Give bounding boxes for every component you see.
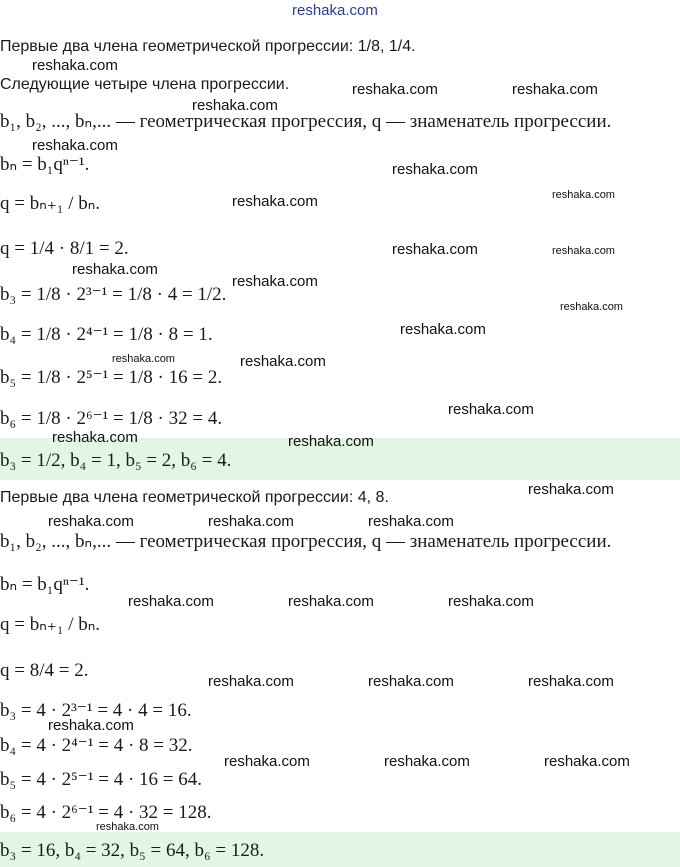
part1-b4: b₄ = 1/8 · 2⁴⁻¹ = 1/8 · 8 = 1.: [0, 324, 213, 345]
part1-b3: b₃ = 1/8 · 2³⁻¹ = 1/8 · 4 = 1/2.: [0, 284, 227, 305]
watermark: reshaka.com: [552, 245, 615, 257]
part1-answer: b₃ = 1/2, b₄ = 1, b₅ = 2, b₆ = 4.: [0, 450, 232, 471]
part2-b6: b₆ = 4 · 2⁶⁻¹ = 4 · 32 = 128.: [0, 802, 212, 823]
watermark: reshaka.com: [96, 821, 159, 833]
part1-formula-q: q = bₙ₊₁ / bₙ.: [0, 193, 101, 214]
watermark: reshaka.com: [232, 193, 318, 210]
part2-q-value: q = 8/4 = 2.: [0, 660, 89, 681]
part2-b3: b₃ = 4 · 2³⁻¹ = 4 · 4 = 16.: [0, 700, 192, 721]
watermark: reshaka.com: [352, 81, 438, 98]
top-watermark: reshaka.com: [292, 2, 378, 19]
part1-intro: Первые два члена геометрической прогрессии: 1/8, 1/4.: [0, 38, 416, 55]
watermark: reshaka.com: [392, 161, 478, 178]
watermark: reshaka.com: [528, 673, 614, 690]
part2-intro: Первые два члена геометрической прогрессии: 4, 8.: [0, 489, 389, 506]
watermark: reshaka.com: [48, 513, 134, 530]
part1-b6: b₆ = 1/8 · 2⁶⁻¹ = 1/8 · 32 = 4.: [0, 408, 223, 429]
part2-formula-q: q = bₙ₊₁ / bₙ.: [0, 614, 101, 635]
watermark: reshaka.com: [528, 481, 614, 498]
part2-b4: b₄ = 4 · 2⁴⁻¹ = 4 · 8 = 32.: [0, 735, 193, 756]
watermark: reshaka.com: [448, 401, 534, 418]
part2-b5: b₅ = 4 · 2⁵⁻¹ = 4 · 16 = 64.: [0, 769, 203, 790]
watermark: reshaka.com: [224, 753, 310, 770]
part1-q-value: q = 1/4 · 8/1 = 2.: [0, 238, 129, 259]
watermark: reshaka.com: [52, 429, 138, 446]
part2-formula-general: bₙ = b₁qⁿ⁻¹.: [0, 574, 90, 595]
watermark: reshaka.com: [288, 593, 374, 610]
watermark: reshaka.com: [208, 513, 294, 530]
part1-subtitle: Следующие четыре члена прогрессии.: [0, 76, 290, 93]
watermark: reshaka.com: [288, 433, 374, 450]
part2-answer-highlight: [0, 832, 680, 867]
watermark: reshaka.com: [32, 57, 118, 74]
watermark: reshaka.com: [544, 753, 630, 770]
part1-definition: b₁, b₂, ..., bₙ,... — геометрическая прогрессия, q — знаменатель прогрессии.: [0, 111, 612, 132]
watermark: reshaka.com: [368, 673, 454, 690]
watermark: reshaka.com: [368, 513, 454, 530]
watermark: reshaka.com: [512, 81, 598, 98]
part2-answer: b₃ = 16, b₄ = 32, b₅ = 64, b₆ = 128.: [0, 840, 265, 861]
watermark: reshaka.com: [128, 593, 214, 610]
watermark: reshaka.com: [560, 301, 623, 313]
watermark: reshaka.com: [32, 137, 118, 154]
part1-formula-general: bₙ = b₁qⁿ⁻¹.: [0, 154, 90, 175]
watermark: reshaka.com: [552, 189, 615, 201]
watermark: reshaka.com: [448, 593, 534, 610]
watermark: reshaka.com: [232, 273, 318, 290]
watermark: reshaka.com: [240, 353, 326, 370]
part1-b5: b₅ = 1/8 · 2⁵⁻¹ = 1/8 · 16 = 2.: [0, 367, 223, 388]
watermark: reshaka.com: [112, 353, 175, 365]
watermark: reshaka.com: [72, 261, 158, 278]
watermark: reshaka.com: [48, 717, 134, 734]
watermark: reshaka.com: [400, 321, 486, 338]
watermark: reshaka.com: [208, 673, 294, 690]
watermark: reshaka.com: [384, 753, 470, 770]
watermark: reshaka.com: [192, 97, 278, 114]
watermark: reshaka.com: [392, 241, 478, 258]
part2-definition: b₁, b₂, ..., bₙ,... — геометрическая прогрессия, q — знаменатель прогрессии.: [0, 531, 612, 552]
